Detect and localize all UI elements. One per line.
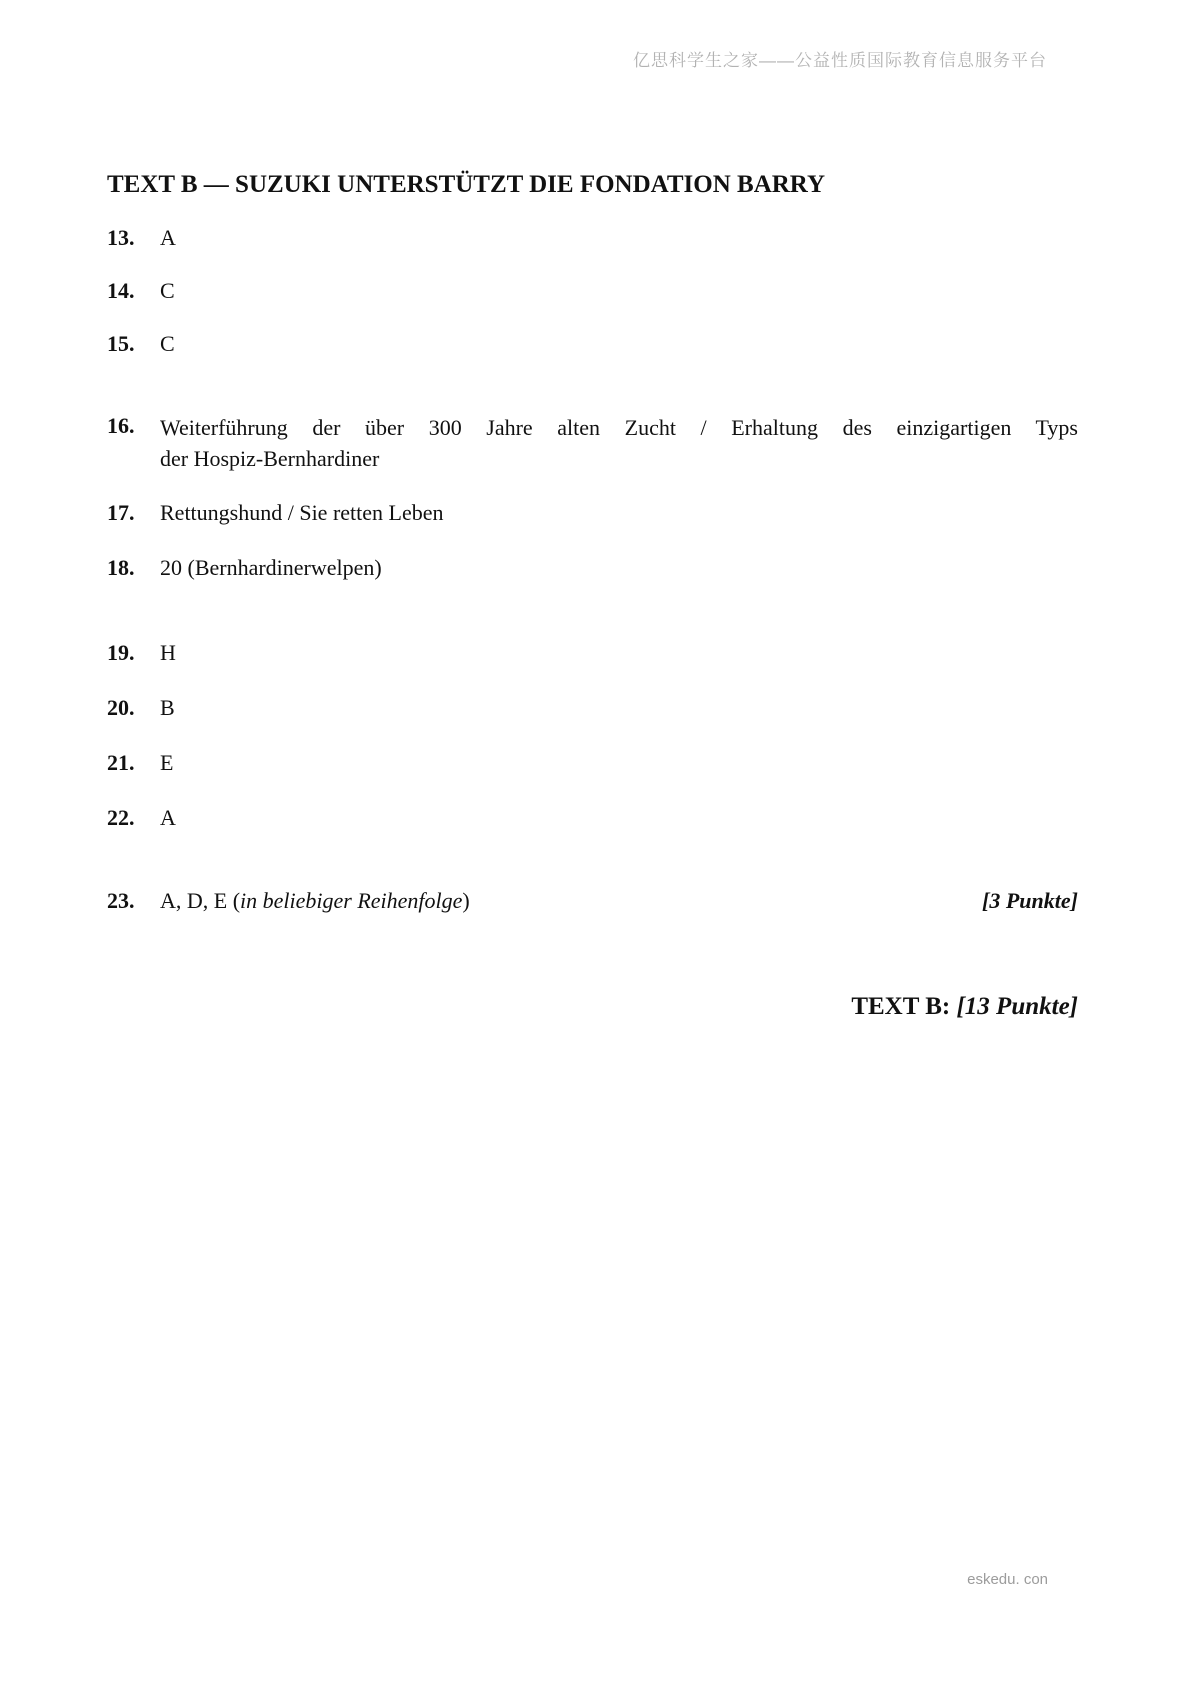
answer-row-16 bbox=[107, 412, 1078, 474]
question-number: 20. bbox=[107, 695, 135, 720]
answer-value: E bbox=[160, 750, 174, 775]
answer-value bbox=[160, 887, 982, 914]
answer-value: C bbox=[160, 278, 175, 303]
question-number: 16. bbox=[107, 413, 135, 438]
answer-row-15 bbox=[107, 330, 1078, 357]
answer-row-19 bbox=[107, 639, 1078, 666]
answer-value: Rettungshund / Sie retten Leben bbox=[160, 500, 444, 525]
answer-prefix: A, D, E ( bbox=[160, 888, 241, 913]
section-total-label: TEXT B: bbox=[851, 993, 951, 1020]
answer-row-17 bbox=[107, 499, 1078, 526]
question-number: 23. bbox=[107, 888, 135, 913]
question-number: 21. bbox=[107, 750, 135, 775]
watermark-header: 亿思科学生之家——公益性质国际教育信息服务平台 bbox=[633, 51, 1047, 70]
answer-value: A bbox=[160, 225, 176, 250]
main-content bbox=[107, 170, 1078, 1022]
footer-site-text: eskedu. con bbox=[967, 1571, 1048, 1588]
answer-row-13 bbox=[107, 224, 1078, 251]
answer-row-20 bbox=[107, 694, 1078, 721]
answer-line-1: Weiterführung der über 300 Jahre alten Zucht / Erhaltung des einzigartigen Typs bbox=[160, 415, 1078, 440]
question-number: 14. bbox=[107, 278, 135, 303]
answer-suffix: ) bbox=[462, 888, 470, 913]
question-number: 19. bbox=[107, 640, 135, 665]
answer-value: A bbox=[160, 805, 176, 830]
points-badge: [3 Punkte] bbox=[982, 888, 1078, 913]
answer-value: H bbox=[160, 640, 176, 665]
question-number: 17. bbox=[107, 500, 135, 525]
page-title: TEXT B — SUZUKI UNTERSTÜTZT DIE FONDATION BARRY bbox=[107, 171, 826, 198]
question-number: 13. bbox=[107, 225, 135, 250]
section-total bbox=[107, 992, 1078, 1022]
answer-note-italic: in beliebiger Reihenfolge bbox=[240, 888, 463, 913]
question-number: 15. bbox=[107, 331, 135, 356]
answer-row-14 bbox=[107, 277, 1078, 304]
section-total-points: [13 Punkte] bbox=[956, 993, 1078, 1020]
answer-line-2: der Hospiz-Bernhardiner bbox=[160, 446, 380, 471]
answer-row-18 bbox=[107, 554, 1078, 581]
answer-row-21 bbox=[107, 749, 1078, 776]
answer-row-22 bbox=[107, 804, 1078, 831]
answer-value: 20 (Bernhardinerwelpen) bbox=[160, 555, 382, 580]
answer-value bbox=[160, 412, 1078, 474]
question-number: 22. bbox=[107, 805, 135, 830]
answer-value: B bbox=[160, 695, 175, 720]
question-number: 18. bbox=[107, 555, 135, 580]
answer-row-23 bbox=[107, 887, 1078, 914]
answer-value: C bbox=[160, 331, 175, 356]
